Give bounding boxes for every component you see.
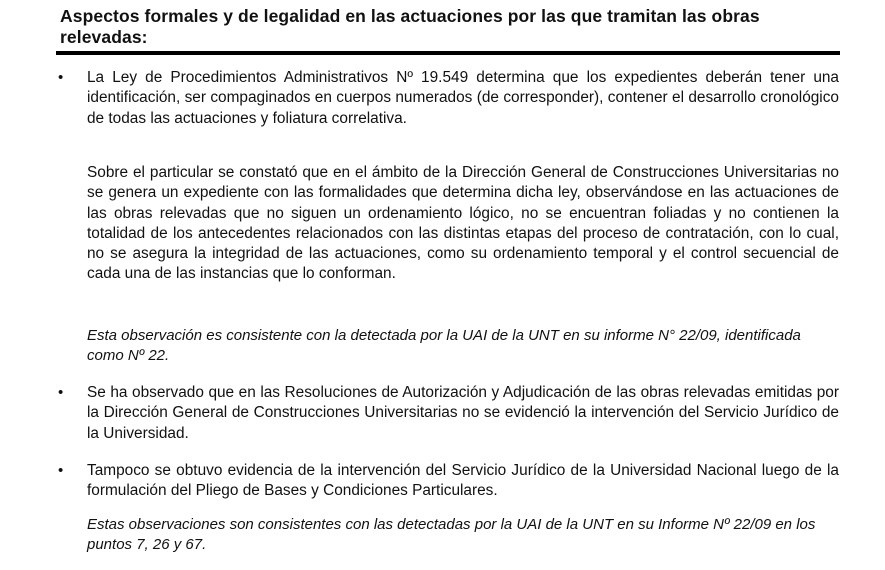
note-observacion-22: Esta observación es consistente con la detectada por la UAI de la UNT en su informe N° 22/09, identificada como Nº 22. xyxy=(87,327,801,365)
paragraph-constatacion: Sobre el particular se constató que en el ámbito de la Dirección General de Construcciones Universitarias no se genera un expediente con las formalidades que determina dicha ley, observándose en las actuaciones de las obras relevadas que no siguen un ordenamiento lógico, no se encuentran foliadas y no contienen la totalidad de los antecedentes relacionados con las distintas etapas del proceso de contratación, con lo cual, no se asegura la integridad de las actuaciones, como su ordenamiento temporal y el control secuencial de cada una de las instancias que lo conforman. xyxy=(87,164,839,283)
bullet-point-1: • xyxy=(58,69,64,86)
section-heading: Aspectos formales y de legalidad en las actuaciones por las que tramitan las obras relevadas: xyxy=(60,6,760,47)
bullet-point-3: • xyxy=(58,462,64,479)
paragraph-resoluciones: Se ha observado que en las Resoluciones de Autorización y Adjudicación de las obras relevadas emitidas por la Dirección General de Construcciones Universitarias no se evidenció la intervención del Servicio Jurídico de la Universidad. xyxy=(87,384,839,442)
paragraph-pliego-bases: Tampoco se obtuvo evidencia de la intervención del Servicio Jurídico de la Universidad Nacional luego de la formulación del Pliego de Bases y Condiciones Particulares. xyxy=(87,462,839,500)
note-observaciones-informe: Estas observaciones son consistentes con las detectadas por la UAI de la UNT en su Informe Nº 22/09 en los puntos 7, 26 y 67. xyxy=(87,516,816,554)
bullet-point-2: • xyxy=(58,384,64,401)
paragraph-ley-procedimientos: La Ley de Procedimientos Administrativos Nº 19.549 determina que los expedientes deberán tener una identificación, ser compaginados en cuerpos numerados (de corresponder), contener el desarrollo cronológico de todas las actuaciones y foliatura correlativa. xyxy=(87,69,839,127)
heading-underline-rule xyxy=(56,51,840,55)
